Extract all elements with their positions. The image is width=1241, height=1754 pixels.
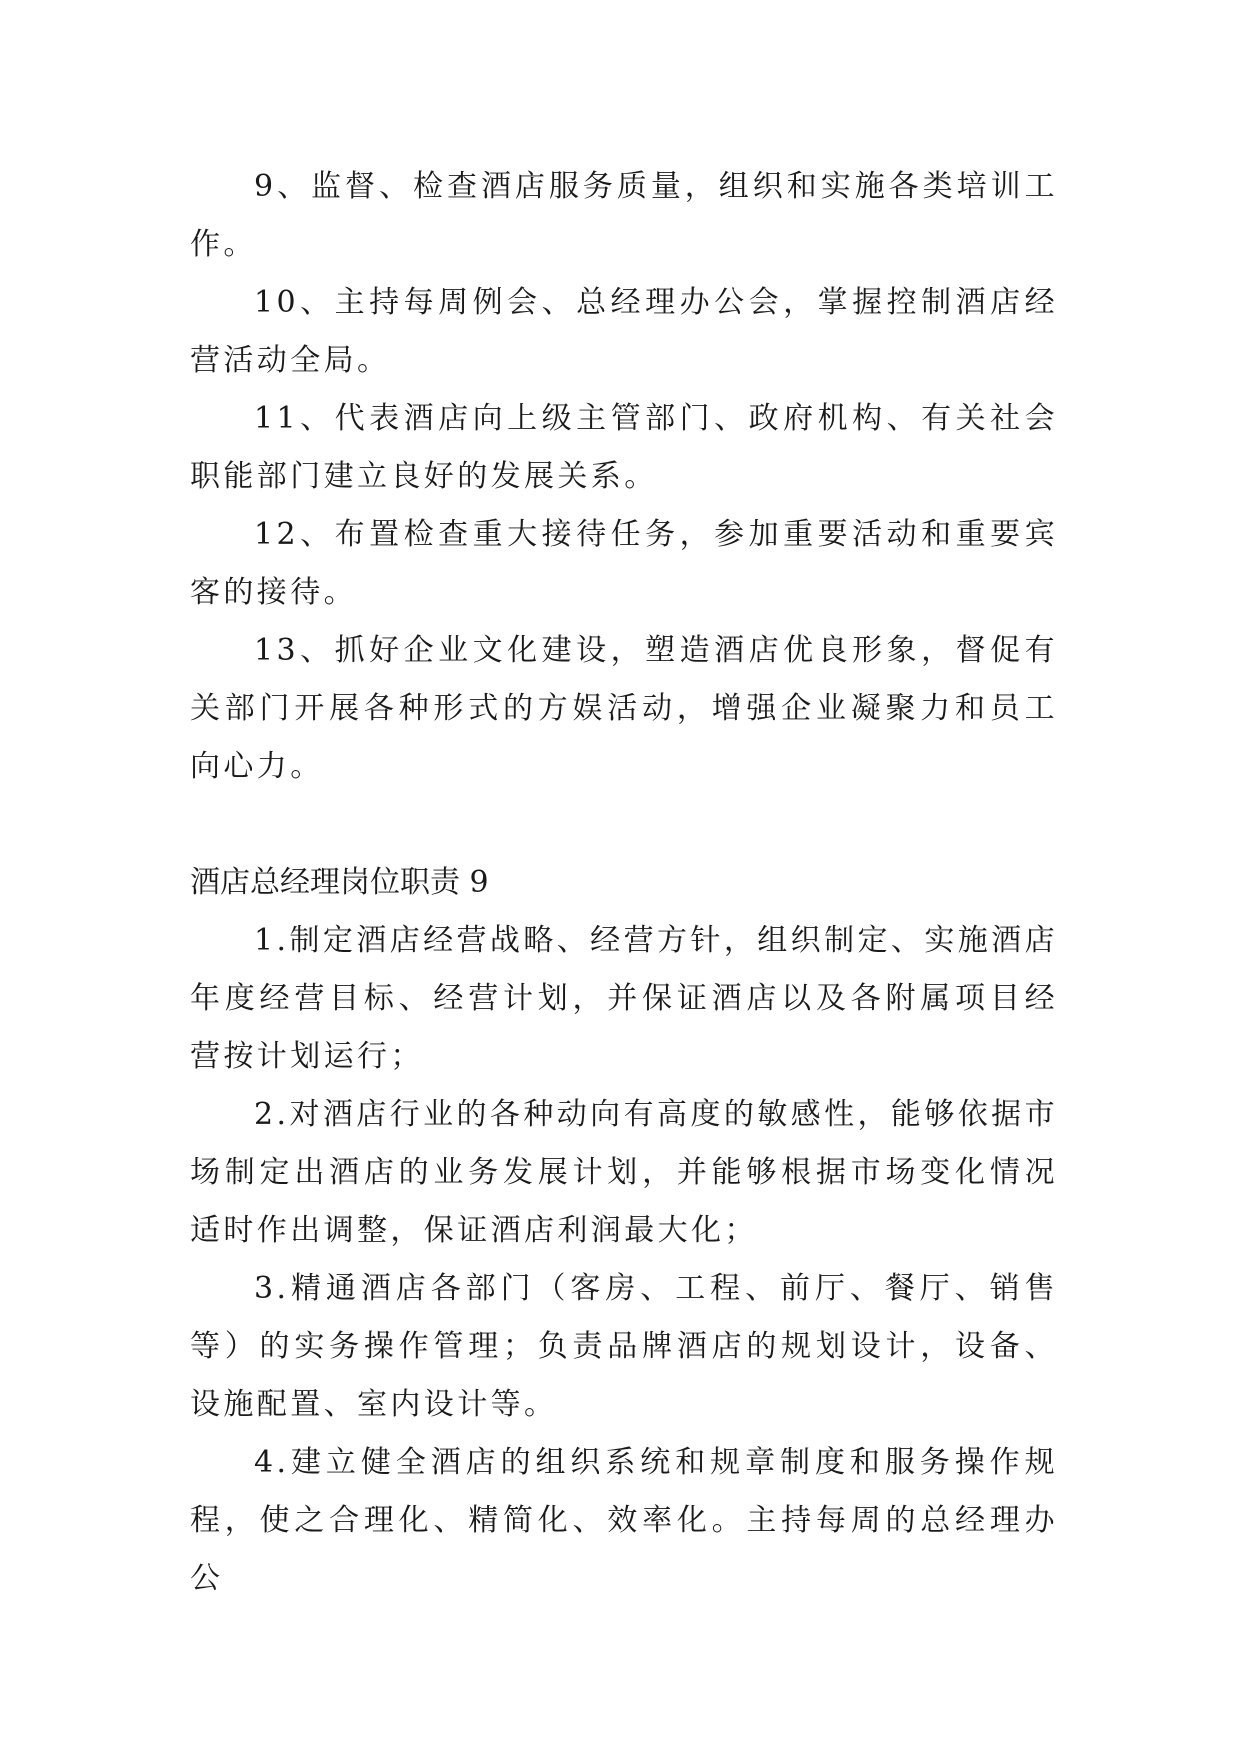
section-heading: 酒店总经理岗位职责 9 xyxy=(190,865,489,900)
document-body xyxy=(190,158,1058,1608)
duty-item-4: 4.建立健全酒店的组织系统和规章制度和服务操作规程，使之合理化、精简化、效率化。主持每周的总经理办公 xyxy=(190,1445,1058,1596)
duty-item-1: 1.制定酒店经营战略、经营方针，组织制定、实施酒店年度经营目标、经营计划，并保证酒店以及各附属项目经营按计划运行； xyxy=(190,923,1058,1074)
paragraph-item-10: 10、主持每周例会、总经理办公会，掌握控制酒店经营活动全局。 xyxy=(190,285,1058,378)
paragraph-item-12: 12、布置检查重大接待任务，参加重要活动和重要宾客的接待。 xyxy=(190,517,1058,610)
paragraph-item-11: 11、代表酒店向上级主管部门、政府机构、有关社会职能部门建立良好的发展关系。 xyxy=(190,401,1058,494)
duty-item-3: 3.精通酒店各部门（客房、工程、前厅、餐厅、销售等）的实务操作管理；负责品牌酒店的规划设计，设备、设施配置、室内设计等。 xyxy=(190,1271,1058,1422)
paragraph-item-9: 9、监督、检查酒店服务质量，组织和实施各类培训工作。 xyxy=(190,169,1058,262)
duty-item-2: 2.对酒店行业的各种动向有高度的敏感性，能够依据市场制定出酒店的业务发展计划，并能够根据市场变化情况适时作出调整，保证酒店利润最大化； xyxy=(190,1097,1058,1248)
paragraph-item-13: 13、抓好企业文化建设，塑造酒店优良形象，督促有关部门开展各种形式的方娱活动，增强企业凝聚力和员工向心力。 xyxy=(190,633,1058,784)
